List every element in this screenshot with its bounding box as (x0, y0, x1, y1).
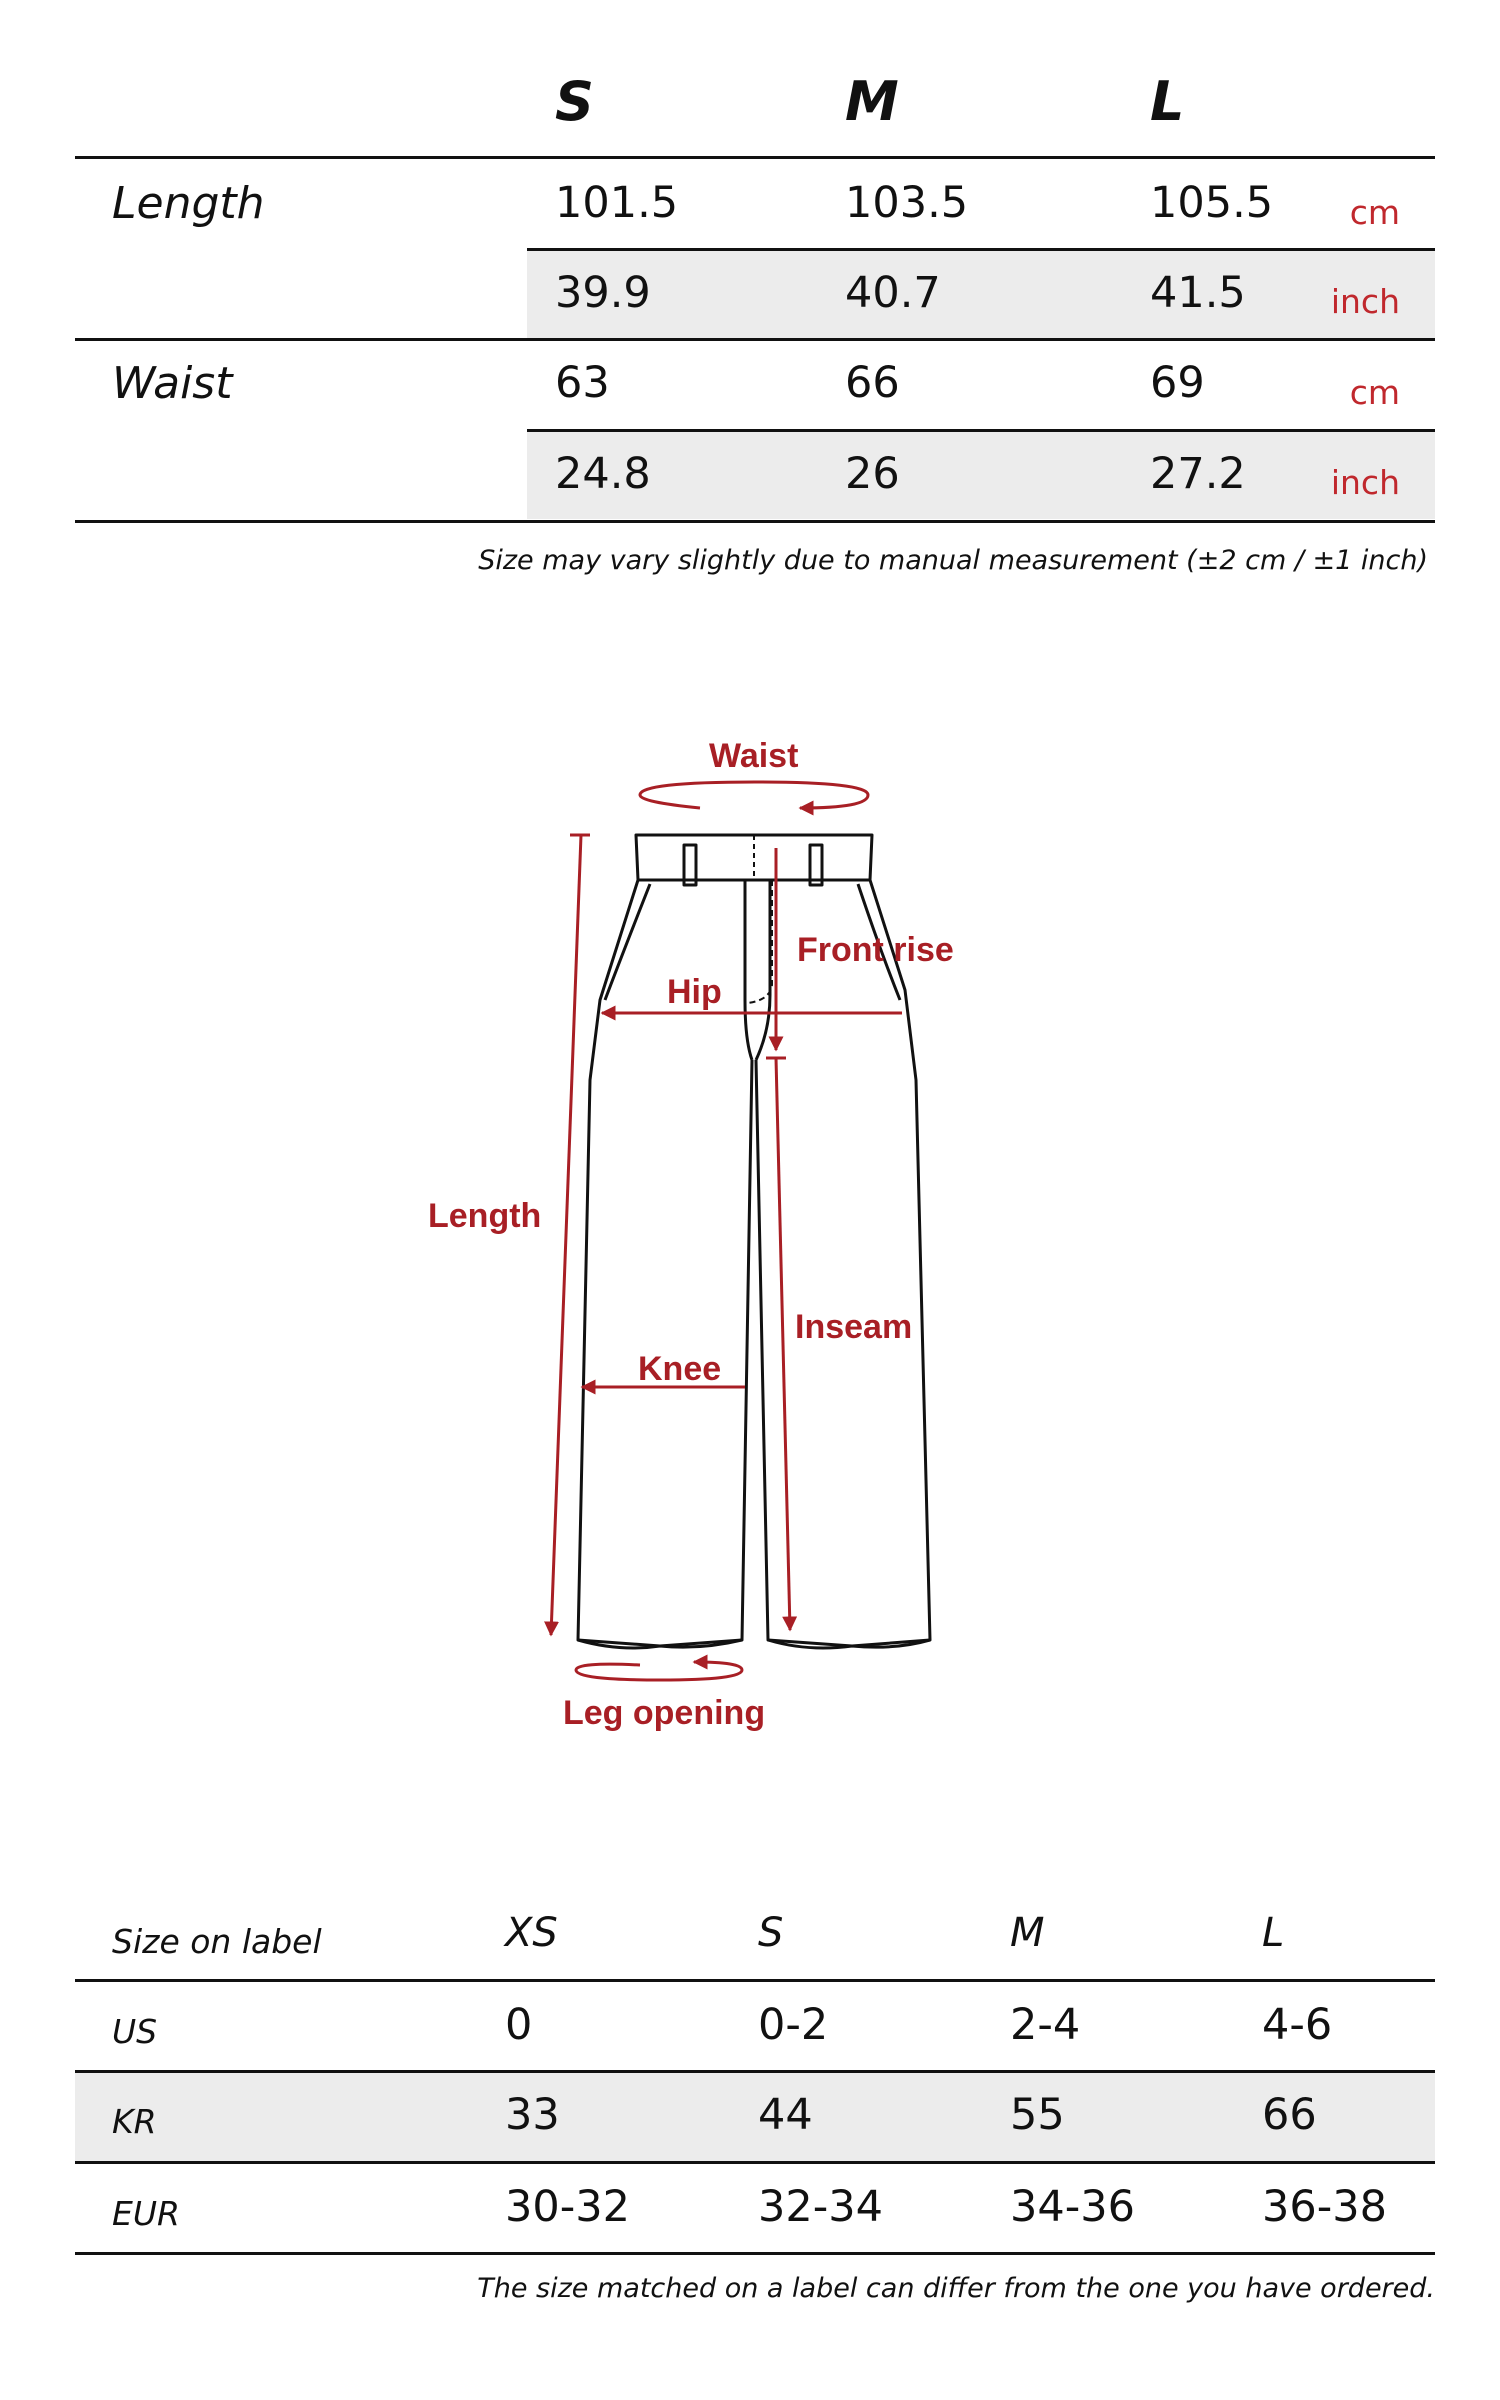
size-header-s: S (555, 70, 594, 133)
waist-inch-l: 27.2 (1150, 449, 1246, 499)
conv-row-label-kr: KR (112, 2102, 157, 2141)
conv-cell: 55 (1010, 2090, 1065, 2140)
length-inch-m: 40.7 (845, 268, 941, 318)
conv-row-label-eur: EUR (112, 2194, 180, 2233)
length-cm-l: 105.5 (1150, 178, 1274, 228)
waist-cm-m: 66 (845, 358, 900, 408)
size-header-m: M (845, 70, 899, 133)
label-knee: Knee (638, 1350, 722, 1388)
table-bottom-rule (75, 520, 1435, 523)
conv-row-label-us: US (112, 2012, 158, 2051)
row-divider (75, 338, 1435, 341)
conv-bottom-rule (75, 2252, 1435, 2255)
conv-cell: 0-2 (758, 2000, 829, 2050)
label-inseam: Inseam (795, 1308, 913, 1346)
label-waist: Waist (709, 737, 799, 775)
unit-cm: cm (1349, 373, 1400, 412)
conv-cell: 66 (1262, 2090, 1317, 2140)
conv-header-s: S (758, 1910, 784, 1956)
conv-header-m: M (1010, 1910, 1045, 1956)
label-hip: Hip (667, 973, 722, 1011)
row-divider (527, 248, 1435, 251)
header-size-on-label: Size on label (112, 1922, 322, 1961)
unit-inch: inch (1330, 463, 1400, 502)
kr-row-bg (75, 2073, 1435, 2161)
conv-cell: 4-6 (1262, 2000, 1333, 2050)
conv-cell: 0 (505, 2000, 533, 2050)
conv-cell: 33 (505, 2090, 560, 2140)
waist-cm-l: 69 (1150, 358, 1205, 408)
conv-cell: 2-4 (1010, 2000, 1081, 2050)
row-label-length: Length (112, 178, 265, 229)
table-header-divider (75, 156, 1435, 159)
row-divider (527, 429, 1435, 432)
measurement-guides (551, 782, 902, 1680)
conv-cell: 36-38 (1262, 2182, 1387, 2232)
size-header-l: L (1150, 70, 1185, 133)
conv-cell: 44 (758, 2090, 813, 2140)
waist-inch-m: 26 (845, 449, 900, 499)
label-leg-opening: Leg opening (563, 1694, 766, 1732)
length-cm-s: 101.5 (555, 178, 679, 228)
unit-cm: cm (1349, 193, 1400, 232)
row-divider (75, 2161, 1435, 2164)
conv-cell: 34-36 (1010, 2182, 1135, 2232)
conv-header-xs: XS (505, 1910, 558, 1956)
waist-cm-s: 63 (555, 358, 610, 408)
label-front-rise: Front rise (797, 931, 954, 969)
label-length: Length (428, 1197, 542, 1235)
unit-inch: inch (1330, 282, 1400, 321)
length-cm-m: 103.5 (845, 178, 969, 228)
row-label-waist: Waist (112, 358, 233, 409)
waist-inch-s: 24.8 (555, 449, 651, 499)
length-inch-l: 41.5 (1150, 268, 1246, 318)
conv-header-divider (75, 1979, 1435, 1982)
label-size-note: The size matched on a label can differ from the one you have ordered. (477, 2273, 1435, 2304)
conv-cell: 30-32 (505, 2182, 630, 2232)
length-inch-s: 39.9 (555, 268, 651, 318)
measurement-note: Size may vary slightly due to manual measurement (±2 cm / ±1 inch) (478, 545, 1428, 576)
conv-header-l: L (1262, 1910, 1285, 1956)
conv-cell: 32-34 (758, 2182, 883, 2232)
